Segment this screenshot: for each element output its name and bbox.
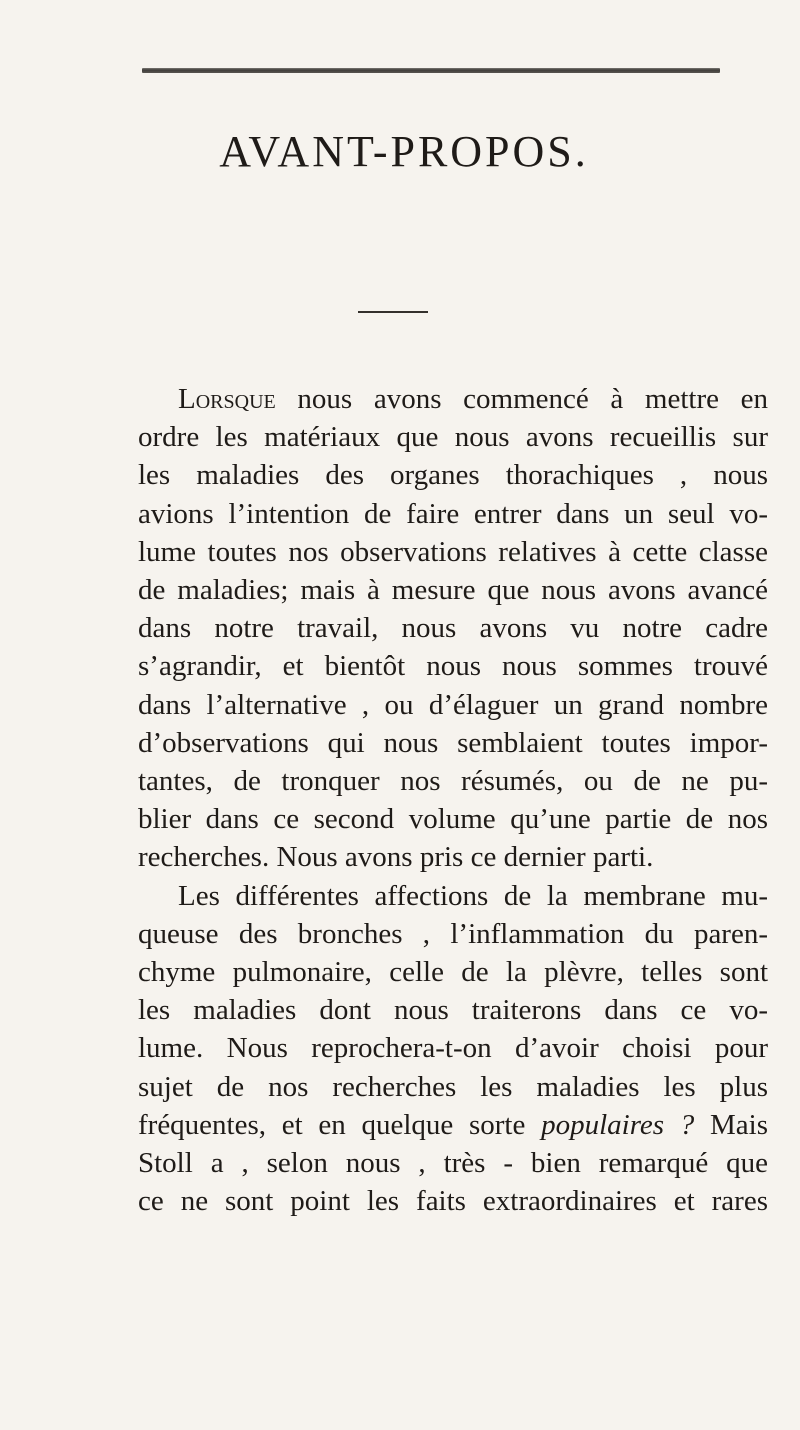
text-line: chyme pulmonaire, celle de la plèvre, telles sont [138, 956, 768, 989]
text-line: ce ne sont point les faits extraordinaires et rares [138, 1185, 768, 1218]
text-line: de maladies; mais à mesure que nous avons avancé [138, 574, 768, 607]
text-line: tantes, de tronquer nos résumés, ou de ne pu- [138, 765, 768, 798]
page-title: AVANT-PROPOS. [219, 127, 589, 176]
text-line: ordre les matériaux que nous avons recueillis sur [138, 421, 768, 454]
text-line: lume toutes nos observations relatives à cette classe [138, 535, 768, 568]
text-segment: Mais [710, 1108, 769, 1141]
text-line: Stoll a , selon nous , très - bien remarqué que [138, 1147, 768, 1180]
opening-word: Lorsque [178, 383, 276, 415]
text-line: s’agrandir, et bientôt nous nous sommes trouvé [138, 650, 768, 683]
text-line: avions l’intention de faire entrer dans un seul vo- [138, 497, 768, 530]
text-line: recherches. Nous avons pris ce dernier parti. [138, 841, 654, 874]
text-line: dans notre travail, nous avons vu notre cadre [138, 612, 768, 645]
text-line [138, 380, 768, 418]
text-line: les maladies des organes thorachiques , nous [138, 459, 768, 492]
text-line: sujet de nos recherches les maladies les plus [138, 1070, 768, 1103]
text-line: queuse des bronches , l’inflammation du paren- [138, 917, 768, 950]
text-line: blier dans ce second volume qu’une partie de nos [138, 803, 768, 836]
text-line: d’observations qui nous semblaient toutes impor- [138, 726, 768, 759]
body-text [138, 380, 768, 1220]
text-line [138, 1106, 768, 1144]
top-rule [142, 68, 720, 73]
text-line: les maladies dont nous traiterons dans ce vo- [138, 994, 768, 1027]
text-line: dans l’alternative , ou d’élaguer un grand nombre [138, 688, 768, 721]
text-line: Les différentes affections de la membrane mu- [178, 879, 768, 912]
italic-phrase: populaires ? [541, 1108, 695, 1141]
text-line-rest: nous avons commencé à mettre en [297, 383, 769, 415]
title-separator [358, 311, 428, 313]
text-line: lume. Nous reprochera-t-on d’avoir choisi pour [138, 1032, 768, 1065]
text-segment: fréquentes, et en quelque sorte [138, 1108, 526, 1141]
